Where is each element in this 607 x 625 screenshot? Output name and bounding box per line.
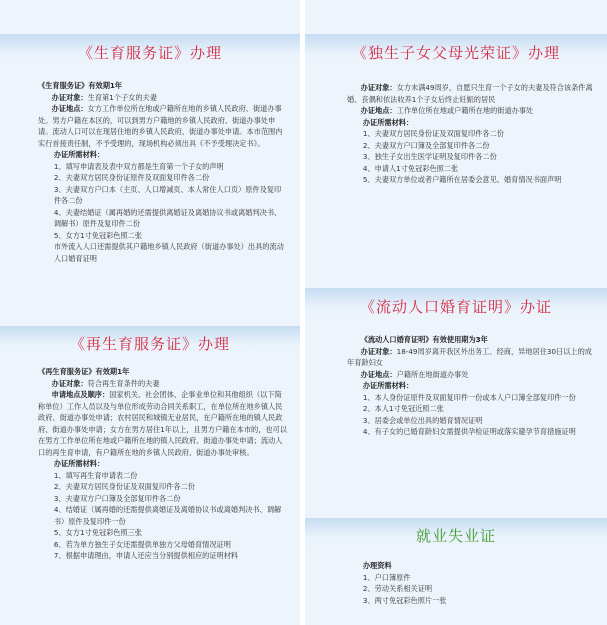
materials-heading: 办证所需材料： — [362, 117, 414, 127]
list-item: 3、独生子女出生医学证明及复印件各二份 — [362, 152, 497, 161]
section-title-band — [0, 34, 300, 70]
list-item: 5、女方1寸免冠彩色照二张 — [53, 230, 143, 240]
list-item: 4、有子女的已婚育龄妇女需提供孕检证明或落实避孕节育措施证明 — [362, 427, 576, 436]
list-item: 5、女方1寸免冠彩色照三张 — [53, 528, 143, 537]
list-item: 2、夫妻双方居民身份证原件及双面复印件各二份 — [53, 173, 210, 182]
list-item: 5、夫妻双方单位或者户籍所在居委会意见、婚育情况书面声明 — [362, 175, 562, 184]
section-title: 《独生子女父母光荣证》办理 — [351, 43, 560, 62]
employment-unemployment-certificate-section — [305, 560, 607, 606]
list-item: 1、填写再生育申请表二份 — [53, 470, 138, 480]
list-item: 1、户口簿原件 — [362, 572, 411, 582]
second-birth-service-certificate-section — [0, 366, 300, 562]
target-line: 办证对象：符合再生育条件的夫妻 — [51, 378, 160, 388]
materials-heading: 办证所需材料： — [362, 381, 414, 390]
validity-note: 《再生育服务证》有效期1年 — [38, 367, 130, 376]
section-title: 《再生育服务证》办理 — [69, 334, 230, 353]
list-item: 3、两寸免冠彩色照片一张 — [362, 595, 447, 605]
list-item: 1、本人身份证原件及双面复印件一份或本人户口簿全部复印件一份 — [362, 392, 576, 402]
migrant-marriage-certificate-section — [305, 334, 607, 438]
materials-heading: 办证所需材料： — [53, 150, 105, 159]
list-item: 4、夫妻结婚证（属再婚的还需提供离婚证及离婚协议书或离婚判决书、调解书）原件及复印件二份 — [53, 207, 282, 228]
list-item: 1、填写申请表及表中双方都是生育第一个子女的声明 — [53, 161, 224, 171]
list-item: 4、申请人1寸免冠彩色照二张 — [362, 163, 459, 173]
note-text: 市外流入人口还需提供其户籍地乡镇人民政府（街道办事处）出具的流动人口婚育证明 — [53, 242, 284, 263]
place-line: 申请地点及顺序：国家机关、社会团体、企事业单位和其他组织（以下简称单位）工作人员以及与单位形成劳动合同关系职工，在单位所在地乡镇人民政府、街道办事处申请；农村居民和城镇无业居民，在户籍所在地的镇人民政府、街道办事处申请；女方在男方居住1年以上，且男方户籍在本市的，也可以在男方工作单位所在地或户籍所在地的镇人民政府、街道办事处申请；流动人口的再生育申请，有户籍所在地的乡镇人民政府、街道办事处审核。 — [38, 390, 287, 457]
section-title: 《生育服务证》办理 — [77, 43, 222, 62]
place-line: 办证地点：工作单位所在地或户籍所在地的街道办事处 — [360, 106, 534, 115]
list-item: 1、夫妻双方居民身份证及双面复印件各二份 — [362, 129, 504, 138]
list-item: 2、夫妻双方户口簿及全部复印件各二份 — [362, 140, 490, 150]
list-item: 2、夫妻双方居民身份证及双面复印件各二份 — [53, 482, 195, 491]
target-line: 办证对象：18-49周岁离开我区外出务工、经商，异地居住30日以上的成年育龄妇女 — [347, 346, 592, 367]
place-line: 办证地点：女方工作单位所在地或户籍所在地的乡镇人民政府、街道办事处。男方户籍在本区的，可以到男方户籍地的乡镇人民政府、街道办事处申请。流动人口可以在现居住地的乡镇人民政府、街道办事处申请。本市范围内实行首接责任制，不予受理的，现场机构必须出具《不予受理决定书》。 — [38, 104, 283, 148]
list-item: 2、本人1寸免冠近照二张 — [362, 404, 444, 413]
section-title-band — [305, 518, 607, 552]
section-title-band — [305, 288, 607, 324]
list-item: 2、劳动关系相关证明 — [362, 584, 433, 593]
list-item: 3、居委会或单位出具的婚育情况证明 — [362, 415, 483, 425]
list-item: 4、结婚证（属再婚的还需提供离婚证及离婚协议书或离婚判决书、调解书）原件及复印件一份 — [53, 505, 282, 526]
section-title: 就业失业证 — [415, 526, 496, 545]
section-title-band — [305, 34, 607, 70]
list-item: 3、夫妻双方户口簿及全部复印件各二份 — [53, 493, 181, 503]
one-child-parents-certificate-section — [305, 82, 607, 186]
list-item: 3、夫妻双方户口本（主页、人口增减页、本人常住人口页）原件及复印件各二份 — [53, 184, 282, 205]
target-line: 办证对象：女方未满49周岁，自愿只生育一个子女的夫妻及符合该条件离婚、丧偶和依法收养1个子女后终止妊娠的居民 — [347, 83, 593, 104]
left-column — [0, 0, 300, 625]
validity-note: 《生育服务证》有效期1年 — [38, 81, 123, 90]
place-line: 办证地点：户籍所在地街道办事处 — [360, 369, 469, 379]
right-column — [305, 0, 607, 625]
validity-note: 《流动人口婚育证明》有效使用期为3年 — [360, 335, 488, 344]
materials-heading: 办理资料 — [362, 561, 392, 570]
materials-heading: 办证所需材料： — [53, 459, 105, 468]
target-line: 办证对象：生育第1个子女的夫妻 — [51, 92, 157, 102]
section-title: 《流动人口婚育证明》办证 — [359, 297, 552, 316]
list-item: 7、根据申请理由，申请人还应当分别提供相应的证明材料 — [53, 551, 239, 560]
birth-service-certificate-section — [0, 80, 300, 264]
section-title-band — [0, 326, 300, 360]
list-item: 6、若为单方独生子女还需提供单独方父母婚育情况证明 — [53, 539, 231, 549]
